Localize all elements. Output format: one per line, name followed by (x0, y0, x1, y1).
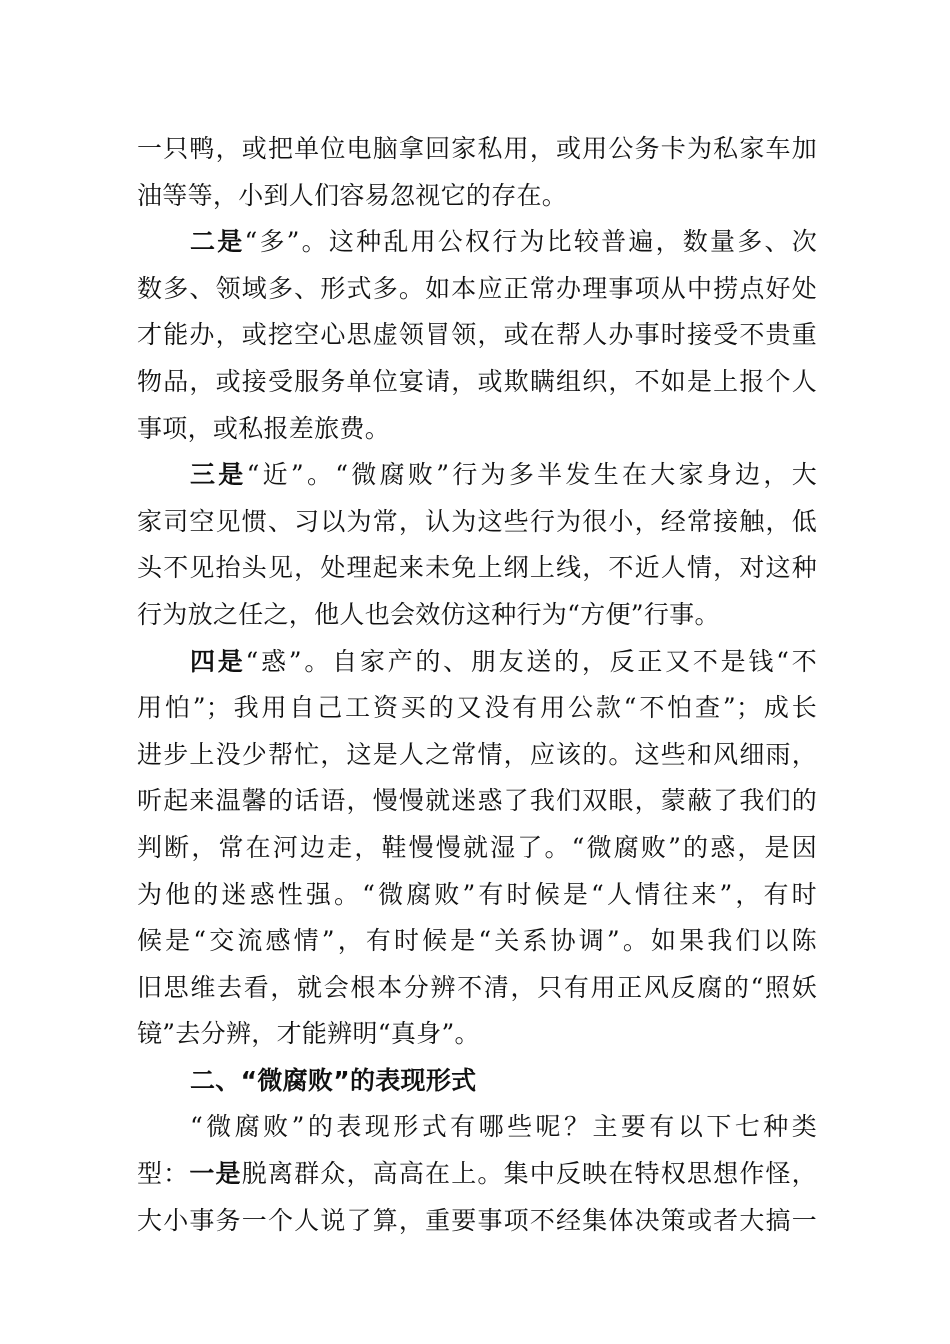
paragraph-line: 油等等，小到人们容易忽视它的存在。 (137, 180, 568, 210)
point-label: 三是 (190, 460, 247, 490)
paragraph-line: 大小事务一个人说了算，重要事项不经集体决策或者大搞一 (137, 1205, 817, 1235)
paragraph-line: 旧思维去看，就会根本分辨不清，只有用正风反腐的“照妖 (137, 972, 817, 1002)
paragraph-line: 候是“交流感情”，有时候是“关系协调”。如果我们以陈 (137, 926, 817, 956)
paragraph-line: 型：一是脱离群众，高高在上。集中反映在特权思想作怪， (137, 1159, 817, 1189)
paragraph-line: 头不见抬头见，处理起来未免上纲上线，不近人情，对这种 (137, 553, 817, 583)
paragraph-line: 物品，或接受服务单位宴请，或欺瞒组织，不如是上报个人 (137, 366, 817, 396)
paragraph-line: 为他的迷惑性强。“微腐败”有时候是“人情往来”，有时 (137, 879, 817, 909)
paragraph-line: 用怕”；我用自己工资买的又没有用公款“不怕查”；成长 (137, 693, 817, 723)
point-label: 一是 (189, 1159, 242, 1189)
point-label: 四是 (190, 646, 246, 676)
paragraph-line: 进步上没少帮忙，这是人之常情，应该的。这些和风细雨， (137, 739, 817, 769)
paragraph-line: 听起来温馨的话语，慢慢就迷惑了我们双眼，蒙蔽了我们的 (137, 786, 817, 816)
paragraph-line: 镜”去分辨，才能辨明“真身”。 (137, 1019, 480, 1049)
paragraph-line: 才能办，或挖空心思虚领冒领，或在帮人办事时接受不贵重 (137, 320, 817, 350)
paragraph-line: 一只鸭，或把单位电脑拿回家私用，或用公务卡为私家车加 (137, 134, 817, 163)
paragraph-line: 四是“惑”。自家产的、朋友送的，反正又不是钱“不 (190, 646, 817, 676)
paragraph-line: “微腐败”的表现形式有哪些呢？主要有以下七种类 (190, 1112, 817, 1142)
paragraph-line: 事项，或私报差旅费。 (137, 413, 391, 443)
point-label: 二是 (190, 227, 245, 257)
paragraph-line: 判断，常在河边走，鞋慢慢就湿了。“微腐败”的惑，是因 (137, 832, 817, 862)
paragraph-line: 数多、领域多、形式多。如本应正常办理事项从中捞点好处 (137, 273, 817, 303)
paragraph-line: 家司空见惯、习以为常，认为这些行为很小，经常接触，低 (137, 506, 817, 536)
paragraph-line: 行为放之任之，他人也会效仿这种行为“方便”行事。 (137, 599, 720, 629)
section-heading: 二、“微腐败”的表现形式 (190, 1065, 477, 1095)
document-page (137, 126, 817, 1244)
paragraph-line: 二是“多”。这种乱用公权行为比较普遍，数量多、次 (190, 227, 817, 257)
paragraph-line: 三是“近”。“微腐败”行为多半发生在大家身边，大 (190, 460, 817, 490)
